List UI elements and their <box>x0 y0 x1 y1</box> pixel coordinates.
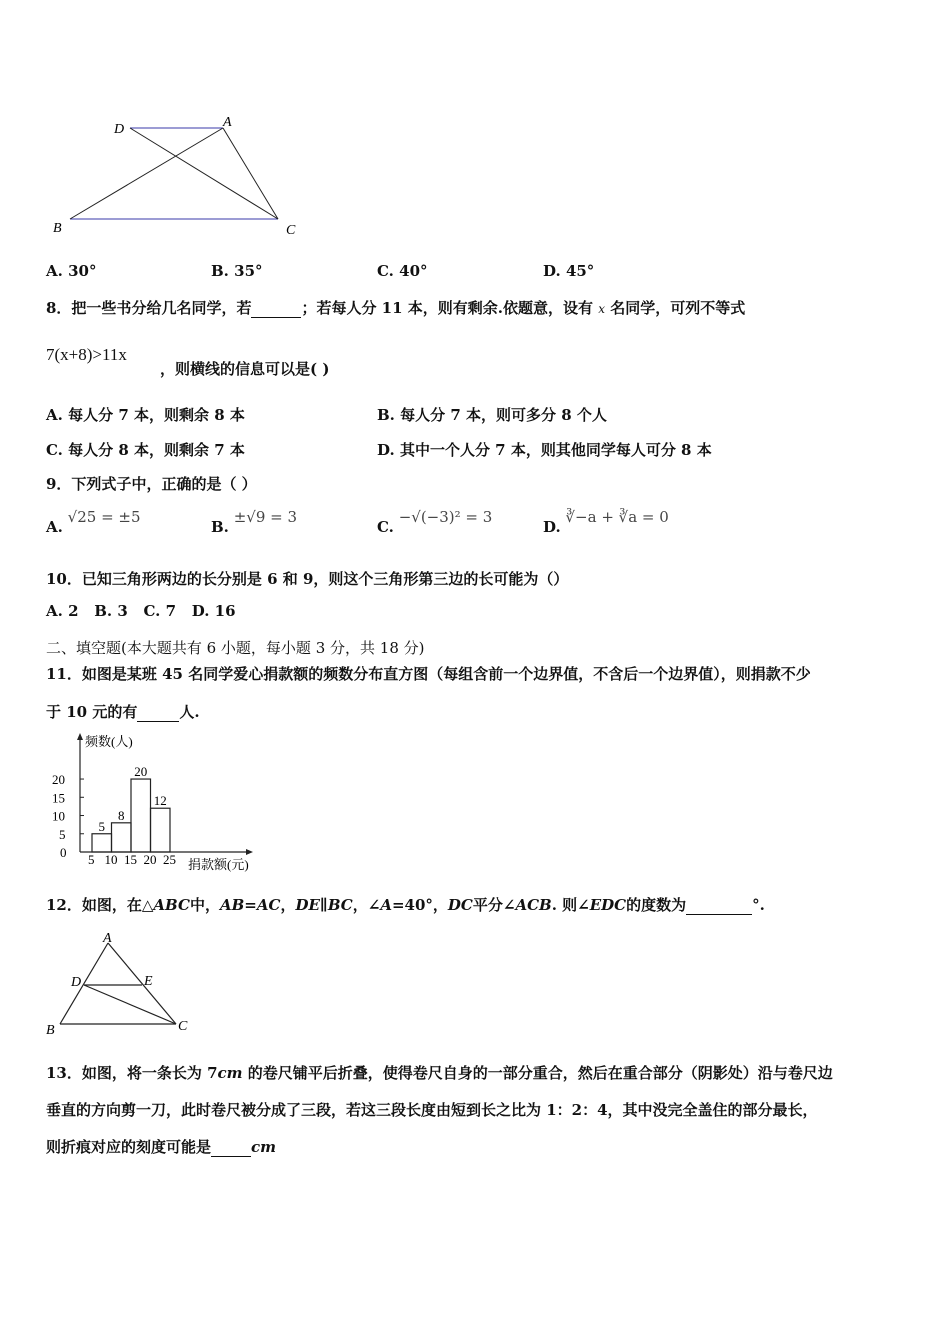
q11-blank[interactable] <box>137 703 179 722</box>
q8-option-d[interactable]: D. 其中一个人分 7 本，则其他同学每人可分 8 本 <box>377 441 712 459</box>
y-tick-label: 10 <box>52 808 65 824</box>
y-axis-label: 频数(人) <box>85 734 133 749</box>
q11-stem: 11．如图是某班 45 名同学爱心捐款额的频数分布直方图（每组含前一个边界值，不含后一个边界值），则捐款不少 <box>46 665 811 683</box>
q9-option-d[interactable]: D. ∛−a + ∛a = 0 <box>543 508 669 536</box>
q8-option-a[interactable]: A. 每人分 7 本，则剩余 8 本 <box>46 406 245 424</box>
q8-stem-line2: ，则横线的信息可以是( ) <box>160 360 330 378</box>
q13-blank[interactable] <box>211 1138 251 1157</box>
y-tick-label: 15 <box>52 790 65 806</box>
q9-option-a[interactable]: A. √25 = ±5 <box>46 508 141 536</box>
segment-ac <box>223 128 278 219</box>
label-c: C <box>178 1019 188 1034</box>
label-d: D <box>114 122 125 137</box>
q9-option-b[interactable]: B. ±√9 = 3 <box>211 508 298 536</box>
q8-option-c[interactable]: C. 每人分 8 本，则剩余 7 本 <box>46 441 245 459</box>
y-tick-label: 5 <box>59 826 66 842</box>
segment-dc <box>84 985 176 1024</box>
bar-value-label: 12 <box>153 793 167 809</box>
q10-stem: 10．已知三角形两边的长分别是 6 和 9，则这个三角形第三边的长可能为（） <box>46 570 569 588</box>
x-tick-label: 25 <box>163 852 176 867</box>
bar-value-label: 8 <box>118 807 125 823</box>
q13-stem: 13．如图，将一条长为 7cm 的卷尺铺平后折叠，使得卷尺自身的一部分重合，然后在重合部分（阴影处）沿与卷尺边 <box>46 1064 833 1082</box>
figure-quadrilateral-dabc <box>40 110 310 240</box>
x-tick-label: 15 <box>124 852 137 867</box>
segment-ba <box>70 128 223 219</box>
q10-option-a[interactable]: A. 2 <box>46 602 79 620</box>
label-a: A <box>103 931 112 946</box>
histogram-bar <box>112 823 132 852</box>
q9-option-c[interactable]: C. −√(−3)² = 3 <box>377 508 493 536</box>
q10-options <box>46 602 236 620</box>
y-tick-label: 0 <box>60 845 67 860</box>
histogram-donations <box>40 728 270 878</box>
q10-option-b[interactable]: B. 3 <box>94 602 128 620</box>
q8-option-b[interactable]: B. 每人分 7 本，则可多分 8 个人 <box>377 406 607 424</box>
bar-value-label: 5 <box>98 818 105 834</box>
figure-triangle-abc <box>40 930 210 1040</box>
label-b: B <box>53 221 62 236</box>
x-tick-label: 5 <box>88 852 95 867</box>
x-tick-label: 20 <box>143 852 157 867</box>
q12-stem: 12．如图，在△ABC中，AB=AC，DE∥BC，∠A=40°，DC平分∠ACB. 则∠EDC的度数为 °. <box>46 896 765 914</box>
label-b: B <box>46 1023 55 1038</box>
q11-stem-line2: 于 10 元的有 人. <box>46 703 200 721</box>
q10-option-d[interactable]: D. 16 <box>191 602 236 620</box>
y-tick-label: 20 <box>52 772 65 788</box>
q7-option-c[interactable]: C. 40° <box>377 262 428 280</box>
q10-option-c[interactable]: C. 7 <box>143 602 177 620</box>
x-tick-label: 10 <box>104 852 118 867</box>
label-d: D <box>71 975 82 990</box>
q8-stem: 8．把一些书分给几名同学，若 ；若每人分 11 本，则有剩余.依题意，设有 x 名同学，可列不等式 <box>46 299 746 317</box>
q8-inequality: 7(x+8)>11x <box>46 345 127 364</box>
x-axis-label: 捐款额(元) <box>188 857 249 872</box>
bar-value-label: 20 <box>134 764 148 780</box>
q13-stem-line2: 垂直的方向剪一刀，此时卷尺被分成了三段，若这三段长度由短到长之比为 1：2：4，其中没完全盖住的部分最长， <box>46 1101 818 1119</box>
label-c: C <box>286 223 296 238</box>
histogram-bar <box>131 779 151 852</box>
q9-stem: 9．下列式子中，正确的是（ ） <box>46 475 257 493</box>
label-a: A <box>223 115 232 130</box>
q8-blank[interactable] <box>251 299 301 318</box>
histogram-bar <box>151 808 171 852</box>
segment-ab <box>60 943 108 1024</box>
section-2-heading: 二、填空题(本大题共有 6 小题，每小题 3 分，共 18 分) <box>46 639 425 657</box>
y-axis-arrow <box>77 733 83 740</box>
q12-blank[interactable] <box>686 896 752 915</box>
label-e: E <box>144 974 153 989</box>
q7-option-b[interactable]: B. 35° <box>211 262 263 280</box>
q7-option-a[interactable]: A. 30° <box>46 262 97 280</box>
segment-dc <box>130 128 278 219</box>
q13-stem-line3: 则折痕对应的刻度可能是 cm <box>46 1138 277 1156</box>
segment-ac <box>108 943 176 1024</box>
x-axis-arrow <box>246 849 253 855</box>
histogram-bar <box>92 834 112 852</box>
q7-option-d[interactable]: D. 45° <box>543 262 595 280</box>
